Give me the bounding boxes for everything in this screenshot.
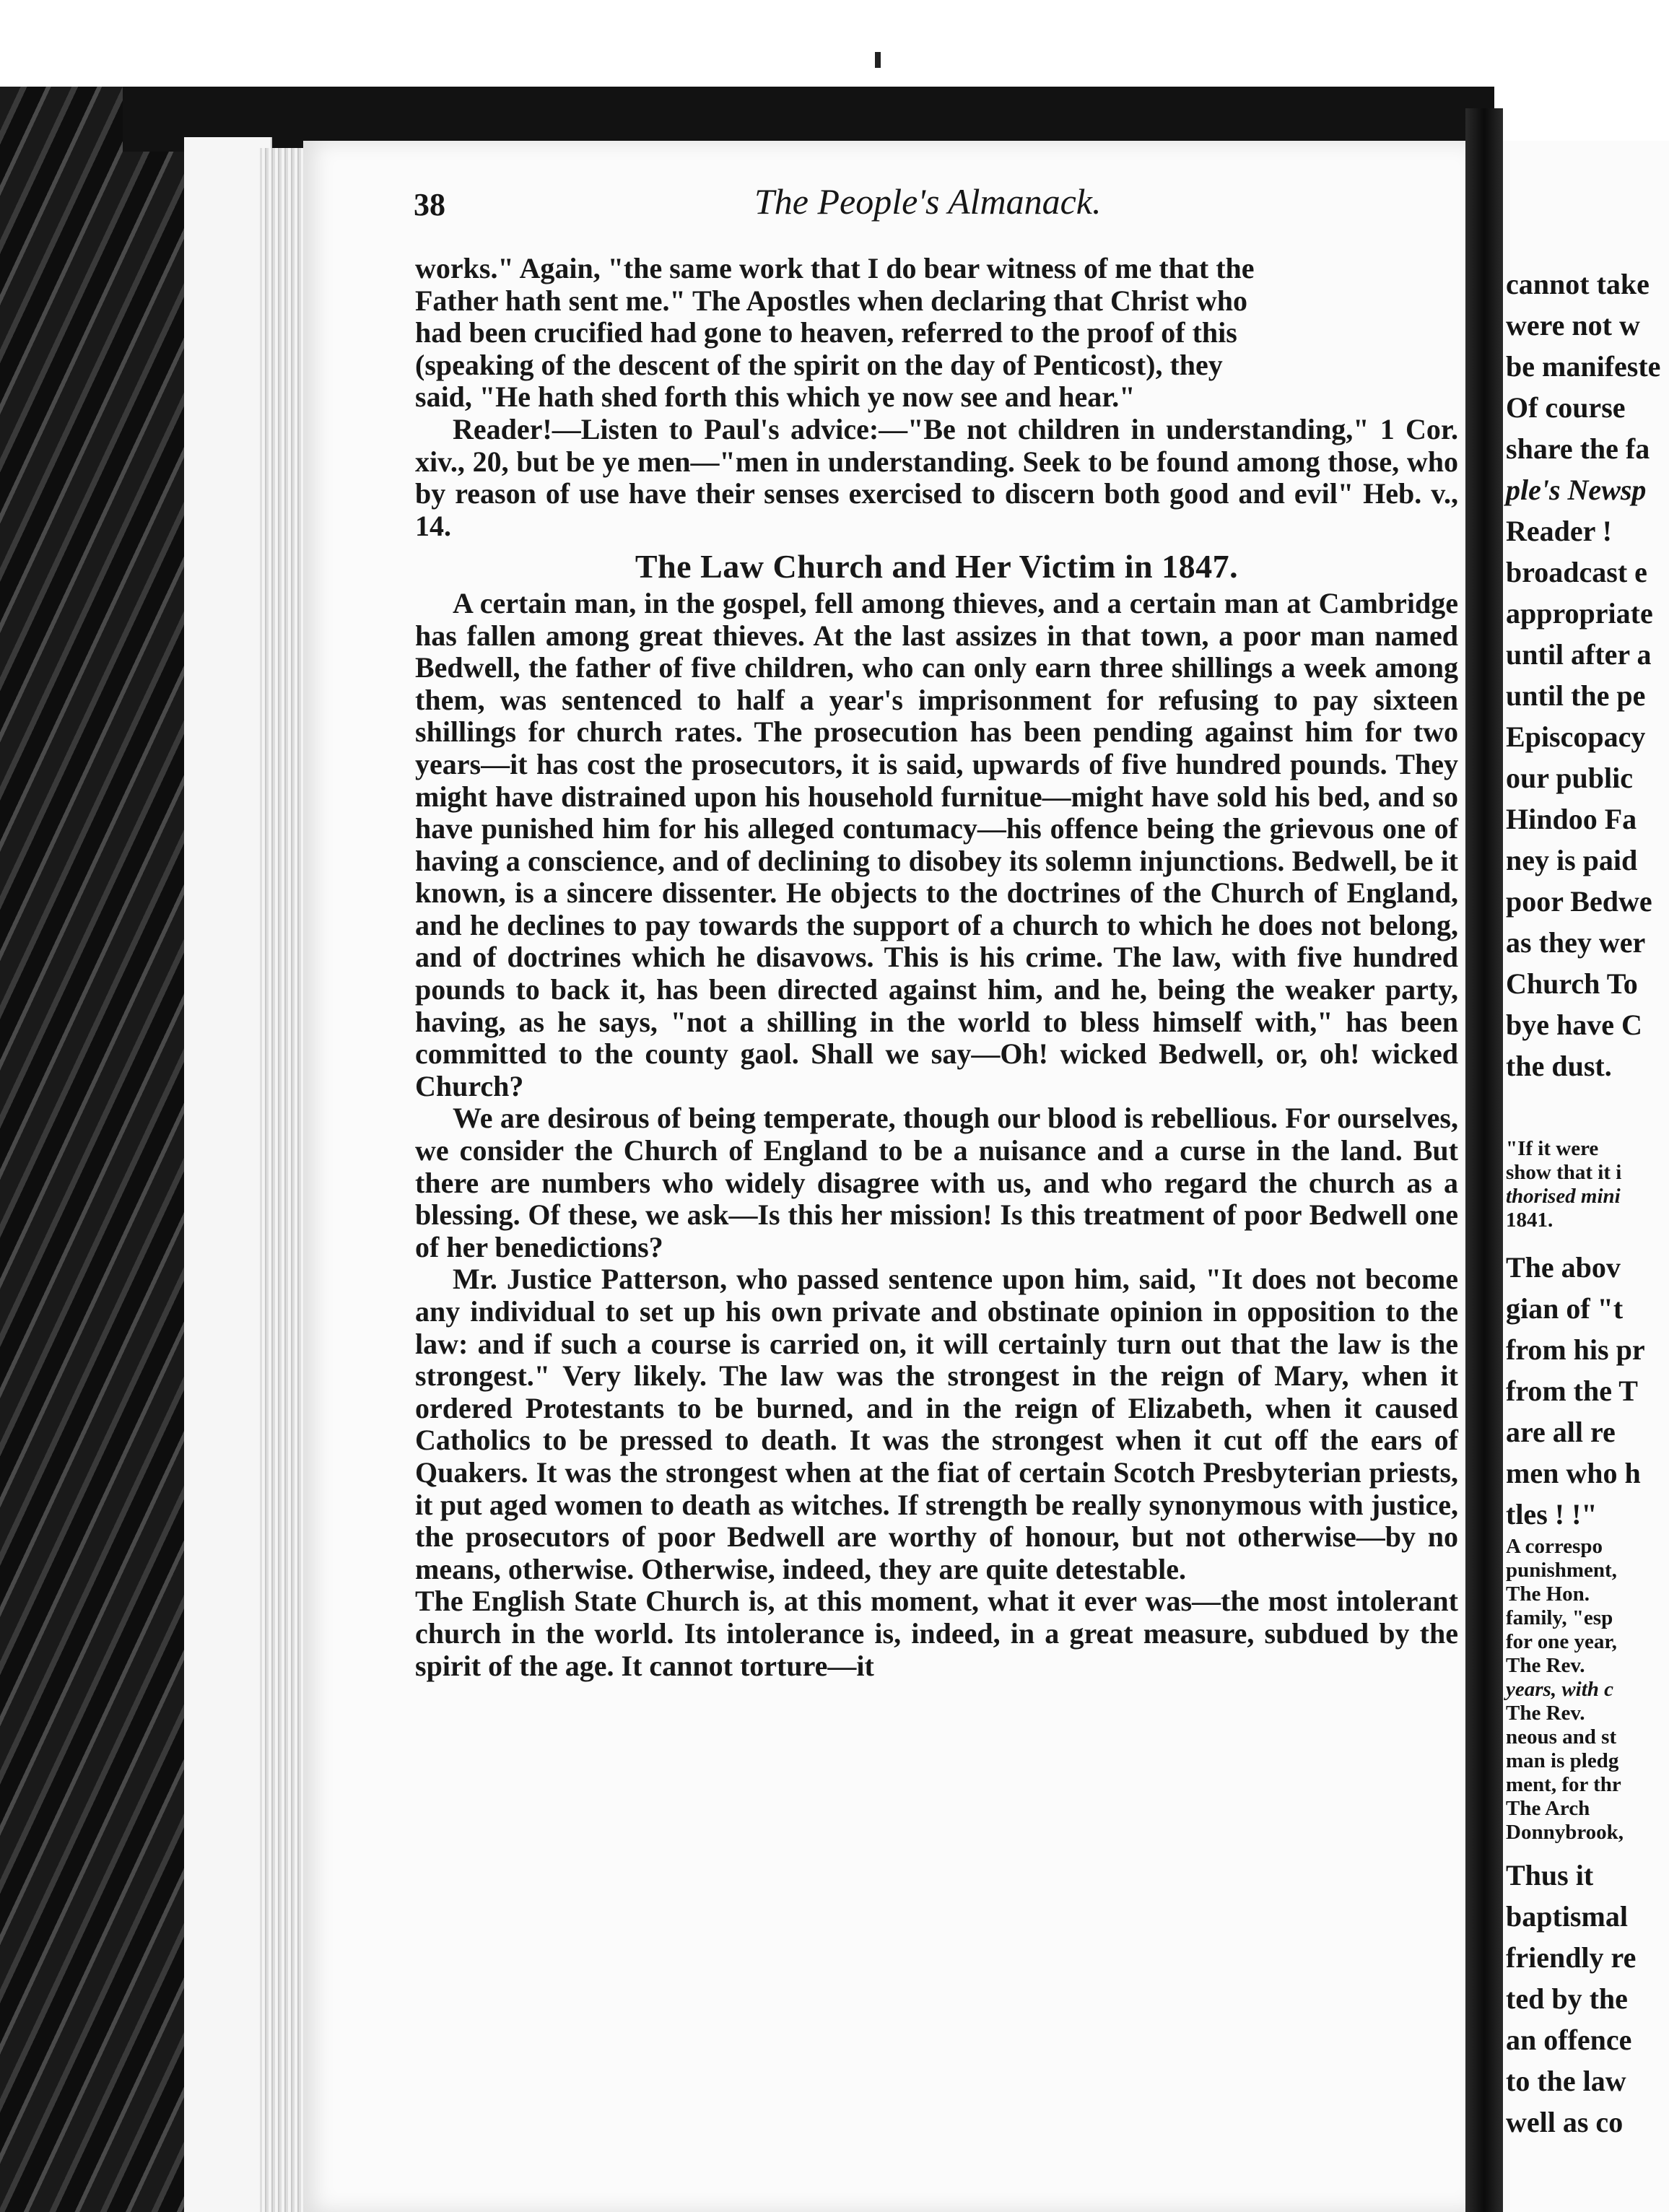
- article-paragraph: We are desirous of being temperate, though our blood is rebellious. For ourselves, we consider the Church of England to be a nuisance and a curse in the land. But there are numbers who widely disagree with us, and who regard the church as a blessing. Of these, we ask—Is this her mission! Is this treatment of poor Bedwell one of her benedictions?: [415, 1102, 1458, 1263]
- right-footnote-line: The Rev.: [1506, 1654, 1585, 1677]
- right-line: until after a: [1506, 638, 1652, 671]
- right-line: our public: [1506, 762, 1633, 794]
- book-gutter: [1465, 108, 1503, 2212]
- right-line: cannot take: [1506, 268, 1650, 300]
- right-footnote-line: The Hon.: [1506, 1582, 1590, 1606]
- page-number: 38: [414, 187, 445, 222]
- intro-line: (speaking of the descent of the spirit on the day of Penticost), they: [415, 348, 1223, 381]
- right-line: Church To: [1506, 967, 1638, 1000]
- right-line: appropriate: [1506, 597, 1653, 630]
- right-footnote-line: ment, for thr: [1506, 1773, 1621, 1796]
- right-line: Thus it: [1506, 1859, 1594, 1891]
- right-footnote-line: Donnybrook,: [1506, 1821, 1624, 1844]
- right-line: Reader !: [1506, 515, 1612, 547]
- right-footnote-line: The Rev.: [1506, 1702, 1585, 1725]
- main-text-column: [415, 253, 1458, 1682]
- right-page-text: [1506, 264, 1669, 2143]
- right-line: poor Bedwe: [1506, 885, 1652, 918]
- right-line: share the fa: [1506, 432, 1650, 465]
- right-line: gian of "t: [1506, 1292, 1624, 1325]
- right-line: friendly re: [1506, 1941, 1637, 1974]
- right-line: ted by the: [1506, 1982, 1628, 2015]
- right-line: to the law: [1506, 2065, 1626, 2097]
- right-footnote-line: "If it were: [1506, 1137, 1599, 1160]
- right-line: bye have C: [1506, 1009, 1642, 1041]
- right-footnote-line: 1841.: [1506, 1209, 1553, 1232]
- right-line: well as co: [1506, 2106, 1624, 2138]
- right-line: as they wer: [1506, 926, 1646, 959]
- right-line: be manifeste: [1506, 350, 1661, 383]
- right-footnote-line: A correspo: [1506, 1535, 1603, 1558]
- right-line: from his pr: [1506, 1333, 1645, 1366]
- right-line: ney is paid: [1506, 844, 1638, 876]
- right-line: until the pe: [1506, 679, 1646, 712]
- article-paragraph: A certain man, in the gospel, fell among thieves, and a certain man at Cambridge has fallen among great thieves. At the last assizes in that town, a poor man named Bedwell, the father of five children, who can only earn three shillings a week among them, was sentenced to half a year's imprisonment for refusing to pay sixteen shillings for church rates. The prosecution has been pending against him for two years—it has cost the prosecutors, it is said, upwards of five hundred pounds. They might have distrained upon his household furnitue—might have sold his bed, and so have punished him for his alleged contumacy—his offence being the grievous one of having a conscience, and of declining to disobey its solemn injunctions. Bedwell, be it known, is a sincere dissenter. He objects to the doctrines of the Church of England, and he declines to pay towards the support of a church to which he does not belong, and of doctrines which he disavows. This is his crime. The law, with five hundred pounds to back it, has been directed against him, and he, being the weaker party, having, as he says, "not a shilling in the world to bless himself with," has been committed to the county gaol. Shall we say—Oh! wicked Bedwell, or, oh! wicked Church?: [415, 586, 1458, 1102]
- intro-line: said, "He hath shed forth this which ye now see and hear.": [415, 380, 1136, 414]
- right-line: The abov: [1506, 1251, 1621, 1284]
- article-title: The Law Church and Her Victim in 1847.: [635, 548, 1239, 585]
- right-line: Of course: [1506, 391, 1626, 424]
- intro-line: works." Again, "the same work that I do bear witness of me that the: [415, 252, 1255, 284]
- right-line: an offence: [1506, 2024, 1632, 2056]
- intro-line: Father hath sent me." The Apostles when declaring that Christ who: [415, 284, 1247, 317]
- right-line: tles ! !": [1506, 1498, 1598, 1530]
- right-line: Hindoo Fa: [1506, 803, 1637, 835]
- right-line: are all re: [1506, 1416, 1616, 1448]
- right-footnote-line: years, with c: [1506, 1678, 1614, 1701]
- right-line: the dust.: [1506, 1050, 1612, 1082]
- right-footnote-line: The Arch: [1506, 1797, 1590, 1820]
- right-line: baptismal: [1506, 1900, 1628, 1933]
- right-line: broadcast e: [1506, 556, 1647, 588]
- reader-paragraph: Reader!—Listen to Paul's advice:—"Be not children in understanding," 1 Cor. xiv., 20, but be ye men—"men in understanding. Seek to be found among those, who by reason of use have their senses exercised to discern both good and evil" Heb. v., 14.: [415, 412, 1458, 542]
- right-footnote-line: show that it i: [1506, 1161, 1622, 1184]
- running-head: The People's Almanack.: [754, 181, 1102, 222]
- article-paragraph: Mr. Justice Patterson, who passed sentence upon him, said, "It does not become any individual to set up his own private and obstinate opinion in opposition to the law: and if such a course is carried on, it will certainly turn out that the law is the strongest." Very likely. The law was the strongest in the reign of Mary, when it ordered Protestants to be burned, and in the reign of Elizabeth, when it caused Catholics to be pressed to death. It was the strongest when it cut off the ears of Quakers. It was the strongest when at the fiat of certain Scotch Presbyterian priests, it put aged women to death as witches. If strength be really synonymous with justice, the prosecutors of poor Bedwell are worthy of honour, but not otherwise—by no means, otherwise. Otherwise, indeed, they are quite detestable.: [415, 1263, 1458, 1585]
- page-fore-edge: [184, 137, 272, 2212]
- right-line: Episcopacy: [1506, 720, 1646, 753]
- right-line: from the T: [1506, 1375, 1638, 1407]
- right-line: men who h: [1506, 1457, 1641, 1489]
- right-footnote-line: neous and st: [1506, 1725, 1617, 1749]
- right-line: were not w: [1506, 309, 1640, 341]
- right-footnote-line: man is pledg: [1506, 1749, 1619, 1772]
- right-footnote-line: for one year,: [1506, 1630, 1617, 1653]
- right-page-partial: [1503, 141, 1669, 2212]
- intro-line: had been crucified had gone to heaven, referred to the proof of this: [415, 316, 1237, 349]
- right-footnote-line: punishment,: [1506, 1559, 1617, 1582]
- scan-mark: [875, 52, 881, 68]
- right-footnote-line: family, "esp: [1506, 1606, 1613, 1629]
- right-footnote-line: thorised mini: [1506, 1185, 1621, 1208]
- right-line: ple's Newsp: [1506, 474, 1647, 506]
- article-paragraph: The English State Church is, at this moment, what it ever was—the most intolerant church in the world. Its intolerance is, indeed, in a great measure, subdued by the spirit of the age. It cannot torture—it: [415, 1585, 1458, 1682]
